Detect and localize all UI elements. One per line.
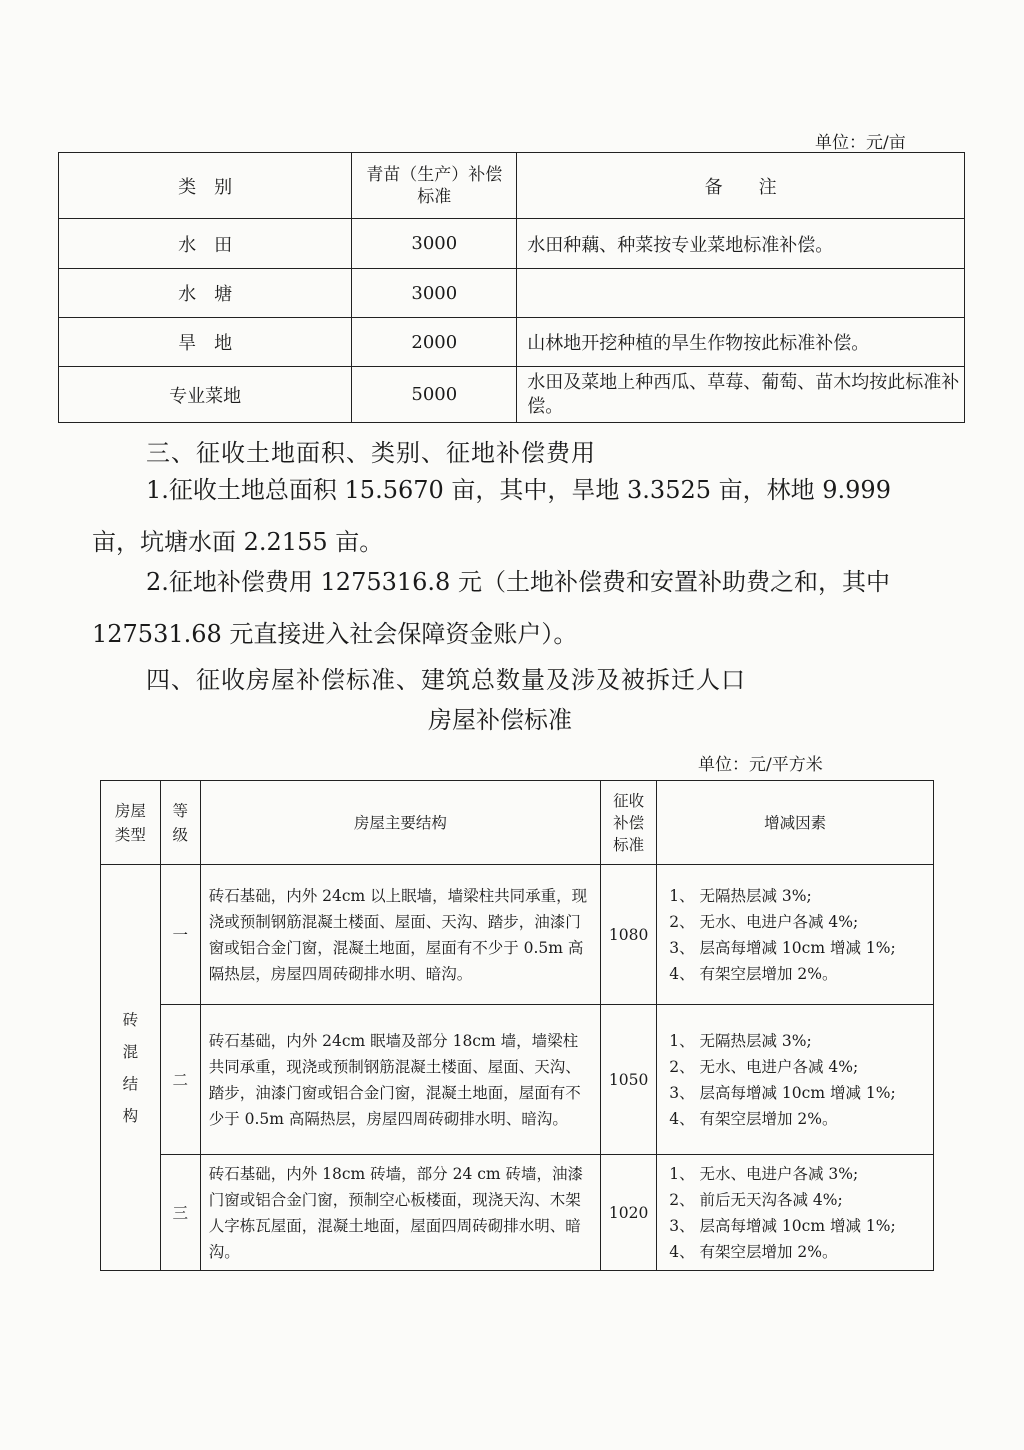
table-header-row bbox=[59, 153, 965, 219]
factor-item: 4、 有架空层增加 2%。 bbox=[669, 1109, 838, 1128]
factor-item: 1、 无隔热层减 3%; bbox=[669, 1031, 812, 1050]
table-row bbox=[59, 219, 965, 269]
row-grade: 二 bbox=[160, 1005, 200, 1155]
header-house-type-text: 房屋类型 bbox=[114, 801, 146, 844]
row-standard: 1020 bbox=[601, 1155, 657, 1271]
row-structure: 砖石基础，内外 18cm 砖墙，部分 24 cm 砖墙，油漆门窗或铝合金门窗，预制空心板楼面，现浇天沟、木架人字栋瓦屋面，混凝土地面，屋面四周砖砌排水明、暗沟。 bbox=[200, 1155, 600, 1271]
table-row bbox=[101, 1005, 934, 1155]
header-standard-text: 征收补偿标准 bbox=[613, 791, 645, 854]
factor-item: 3、 层高每增减 10cm 增减 1%; bbox=[669, 1216, 896, 1235]
row-note bbox=[517, 269, 965, 318]
header-grade-text: 等级 bbox=[172, 801, 188, 844]
header-grade bbox=[160, 781, 200, 865]
house-type-cell bbox=[101, 865, 161, 1271]
section3-heading: 三、征收土地面积、类别、征地补偿费用 bbox=[146, 439, 596, 467]
table-row bbox=[59, 318, 965, 367]
row-standard: 5000 bbox=[352, 367, 517, 423]
row-factors bbox=[657, 1155, 934, 1271]
seedling-compensation-table bbox=[58, 152, 965, 423]
row-grade: 一 bbox=[160, 865, 200, 1005]
row-category: 水 田 bbox=[59, 219, 352, 269]
section3-paragraph-2: 2.征地补偿费用 1275316.8 元（土地补偿费和安置补助费之和，其中 127531.68 元直接进入社会保障资金账户）。 bbox=[92, 568, 890, 648]
row-structure: 砖石基础，内外 24cm 以上眠墙，墙梁柱共同承重，现浇或预制钢筋混凝土楼面、屋面、天沟、踏步，油漆门窗或铝合金门窗，混凝土地面，屋面有不少于 0.5m 高隔热层，房屋四周砖砌排水明、暗沟。 bbox=[200, 865, 600, 1005]
factor-item: 4、 有架空层增加 2%。 bbox=[669, 964, 838, 983]
row-grade: 三 bbox=[160, 1155, 200, 1271]
factor-item: 1、 无水、电进户各减 3%; bbox=[669, 1164, 859, 1183]
header-standard bbox=[601, 781, 657, 865]
header-note: 备 注 bbox=[517, 153, 965, 219]
row-structure: 砖石基础，内外 24cm 眠墙及部分 18cm 墙，墙梁柱共同承重，现浇或预制钢筋混凝土楼面、屋面、天沟、踏步，油漆门窗或铝合金门窗，混凝土地面，屋面有不少于 0.5m 高隔热层，房屋四周砖砌排水明、暗沟。 bbox=[200, 1005, 600, 1155]
row-factors bbox=[657, 865, 934, 1005]
table-row bbox=[59, 367, 965, 423]
row-standard: 1050 bbox=[601, 1005, 657, 1155]
factor-item: 1、 无隔热层减 3%; bbox=[669, 886, 812, 905]
header-factors: 增减因素 bbox=[657, 781, 934, 865]
table1-unit: 单位：元/亩 bbox=[815, 133, 906, 153]
row-note: 水田种藕、种菜按专业菜地标准补偿。 bbox=[517, 219, 965, 269]
row-category: 专业菜地 bbox=[59, 367, 352, 423]
factor-item: 3、 层高每增减 10cm 增减 1%; bbox=[669, 938, 896, 957]
table-row bbox=[101, 865, 934, 1005]
row-standard: 2000 bbox=[352, 318, 517, 367]
header-house-type bbox=[101, 781, 161, 865]
row-note: 水田及菜地上种西瓜、草莓、葡萄、苗木均按此标准补偿。 bbox=[517, 367, 965, 423]
row-factors bbox=[657, 1005, 934, 1155]
table2-title: 房屋补偿标准 bbox=[428, 706, 572, 734]
row-category: 水 塘 bbox=[59, 269, 352, 318]
header-standard: 青苗（生产）补偿标准 bbox=[352, 153, 517, 219]
header-category: 类 别 bbox=[59, 153, 352, 219]
table-header-row bbox=[101, 781, 934, 865]
section3-paragraph-1: 1.征收土地总面积 15.5670 亩，其中，旱地 3.3525 亩，林地 9.999 亩，坑塘水面 2.2155 亩。 bbox=[92, 476, 891, 556]
factor-item: 4、 有架空层增加 2%。 bbox=[669, 1242, 838, 1261]
house-compensation-table bbox=[100, 780, 934, 1271]
header-structure: 房屋主要结构 bbox=[200, 781, 600, 865]
factor-item: 3、 层高每增减 10cm 增减 1%; bbox=[669, 1083, 896, 1102]
factor-item: 2、 无水、电进户各减 4%; bbox=[669, 912, 859, 931]
row-category: 旱 地 bbox=[59, 318, 352, 367]
factor-item: 2、 无水、电进户各减 4%; bbox=[669, 1057, 859, 1076]
row-standard: 3000 bbox=[352, 219, 517, 269]
row-standard: 1080 bbox=[601, 865, 657, 1005]
factor-item: 2、 前后无天沟各减 4%; bbox=[669, 1190, 843, 1209]
section4-heading: 四、征收房屋补偿标准、建筑总数量及涉及被拆迁人口 bbox=[146, 666, 746, 694]
table2-unit: 单位：元/平方米 bbox=[698, 755, 823, 775]
row-standard: 3000 bbox=[352, 269, 517, 318]
table-row bbox=[59, 269, 965, 318]
house-type-text: 砖混结构 bbox=[122, 1010, 139, 1125]
table-row bbox=[101, 1155, 934, 1271]
row-note: 山林地开挖种植的旱生作物按此标准补偿。 bbox=[517, 318, 965, 367]
